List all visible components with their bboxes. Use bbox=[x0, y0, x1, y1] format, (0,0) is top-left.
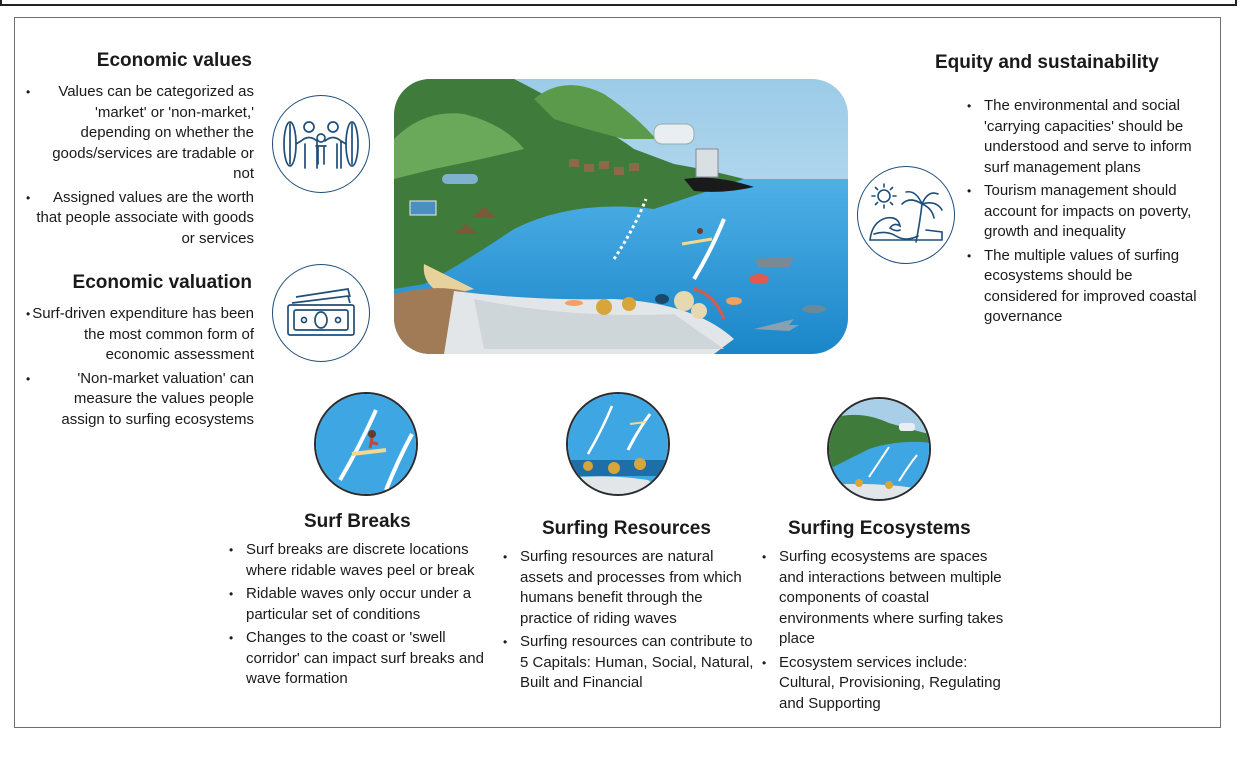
surfing-ecosystems-list bbox=[757, 547, 1015, 714]
economic-values-bullet-2: • Assigned values are the worth that people associate with goods or services bbox=[30, 188, 254, 250]
economic-valuation-section bbox=[30, 272, 254, 433]
sun-palm-wave-icon bbox=[857, 166, 955, 264]
surf-breaks-title: Surf Breaks bbox=[304, 511, 411, 532]
economic-valuation-bullet-1: • Surf-driven expenditure has been the most common form of economic assessment bbox=[30, 304, 254, 366]
surfing-resources-image bbox=[566, 392, 670, 496]
top-frame bbox=[0, 0, 1237, 6]
surfing-ecosystems-section bbox=[757, 518, 1015, 717]
economic-values-bullet-1: • Values can be categorized as 'market' or 'non-market,' depending on whether the goods/services are tradable or not bbox=[30, 82, 254, 185]
surfing-resources-bullet-1: • Surfing resources are natural assets and processes from which humans benefit through the practice of riding waves bbox=[498, 547, 754, 629]
economic-values-section bbox=[30, 50, 254, 252]
coastal-scene-illustration bbox=[394, 79, 848, 354]
surfing-ecosystems-bullet-1: • Surfing ecosystems are spaces and interactions between multiple components of coastal environments where surfing takes place bbox=[757, 547, 1015, 650]
surfing-resources-list bbox=[498, 547, 754, 694]
economic-values-list bbox=[30, 82, 254, 249]
economic-values-title: Economic values bbox=[96, 50, 252, 71]
banknote-icon bbox=[272, 264, 370, 362]
surfing-resources-title: Surfing Resources bbox=[542, 518, 711, 539]
surfing-ecosystems-title: Surfing Ecosystems bbox=[788, 518, 971, 539]
surf-breaks-bullet-2: • Ridable waves only occur under a particular set of conditions bbox=[224, 584, 498, 625]
surf-breaks-section bbox=[224, 511, 498, 693]
surfing-ecosystems-bullet-2: • Ecosystem services include: Cultural, Provisioning, Regulating and Supporting bbox=[757, 653, 1015, 715]
surfing-ecosystems-image bbox=[827, 397, 931, 501]
equity-title: Equity and sustainability bbox=[935, 52, 1159, 73]
surf-breaks-image bbox=[314, 392, 418, 496]
surfing-resources-bullet-2: • Surfing resources can contribute to 5 Capitals: Human, Social, Natural, Built and Financial bbox=[498, 632, 754, 694]
people-with-surfboards-icon bbox=[272, 95, 370, 193]
surf-breaks-bullet-1: • Surf breaks are discrete locations where ridable waves peel or break bbox=[224, 540, 498, 581]
economic-valuation-title: Economic valuation bbox=[72, 272, 252, 293]
equity-section bbox=[935, 52, 1202, 331]
surf-breaks-list bbox=[224, 540, 498, 690]
economic-valuation-list bbox=[30, 304, 254, 430]
equity-bullet-3: • The multiple values of surfing ecosystems should be considered for improved coastal governance bbox=[962, 246, 1202, 328]
surfing-resources-section bbox=[498, 518, 754, 697]
equity-list bbox=[962, 96, 1202, 328]
equity-bullet-2: • Tourism management should account for impacts on poverty, growth and inequality bbox=[962, 181, 1202, 243]
economic-valuation-bullet-2: • 'Non-market valuation' can measure the values people assign to surfing ecosystems bbox=[30, 369, 254, 431]
surf-breaks-bullet-3: • Changes to the coast or 'swell corridor' can impact surf breaks and wave formation bbox=[224, 628, 498, 690]
equity-bullet-1: • The environmental and social 'carrying capacities' should be understood and serve to inform surf management plans bbox=[962, 96, 1202, 178]
